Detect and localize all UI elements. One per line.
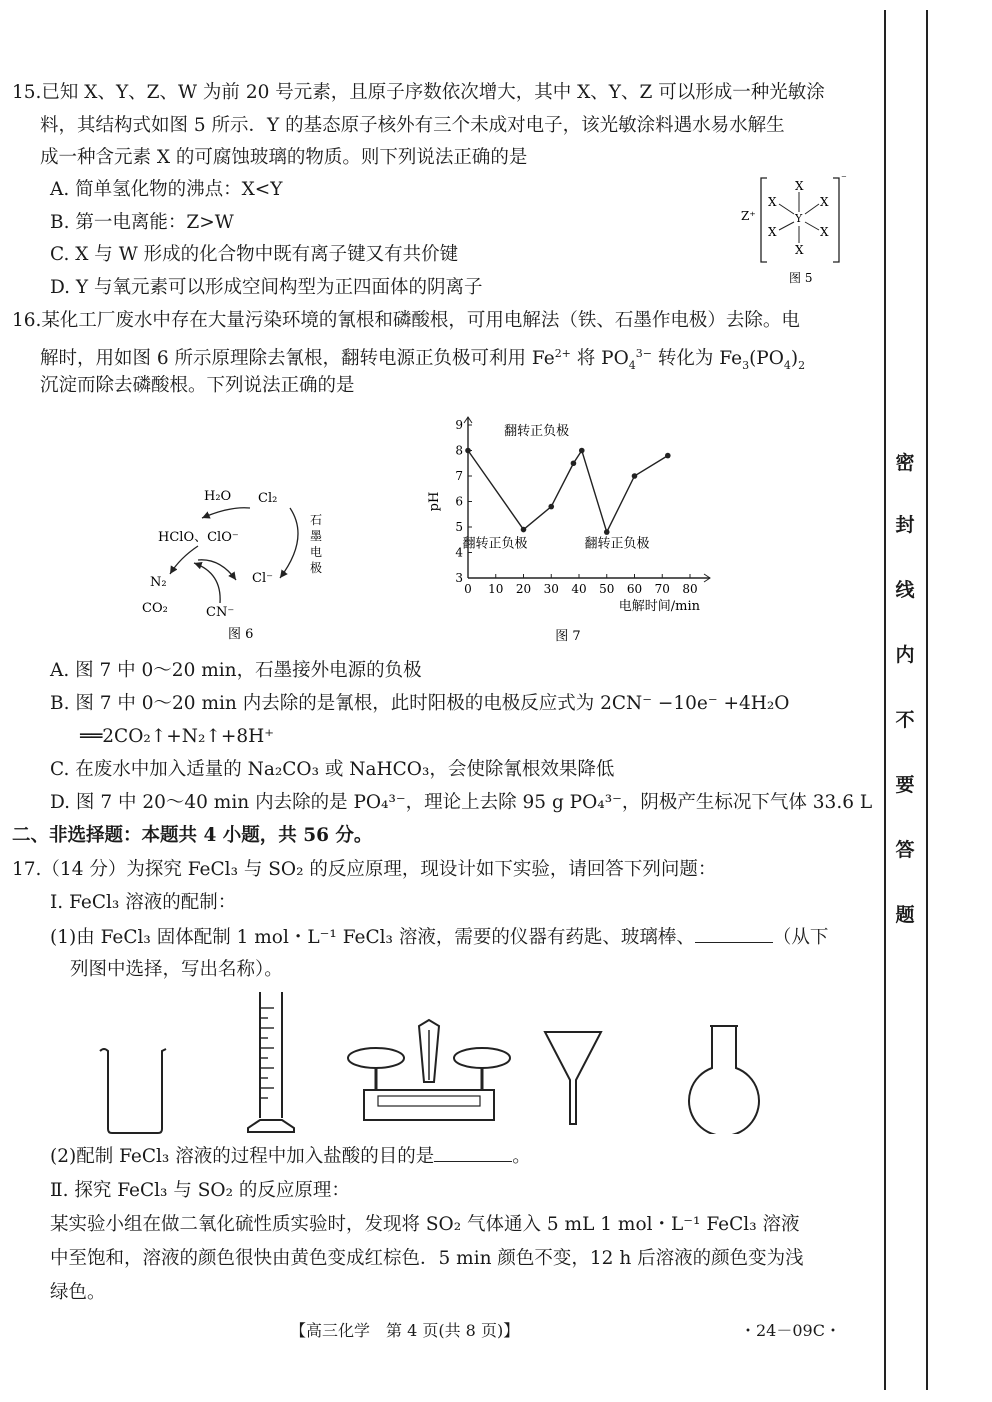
q15-option-b: B. 第一电离能：Z>W	[50, 212, 234, 233]
data-point	[665, 453, 671, 459]
fig5-caption: 图 5	[789, 271, 813, 285]
data-point	[604, 529, 610, 535]
q17-q1-line2: 列图中选择，写出名称）。	[70, 959, 283, 980]
data-point	[579, 448, 585, 454]
q17-q1-line1: (1)由 FeCl₃ 固体配制 1 mol・L⁻¹ FeCl₃ 溶液，需要的仪器有药匙、玻璃棒、 （从下	[50, 924, 828, 951]
svg-text:极: 极	[310, 561, 323, 575]
seal-char: 封	[895, 514, 915, 536]
fig7-caption: 图 7	[555, 629, 581, 644]
fig6-caption: 图 6	[228, 627, 254, 642]
x-tick-label: 20	[515, 582, 532, 596]
svg-text:石: 石	[310, 513, 323, 527]
seal-char: 密	[895, 452, 915, 474]
svg-text:Y: Y	[795, 212, 803, 225]
apparatus-funnel	[542, 1028, 604, 1128]
q17-para-line1: 某实验小组在做二氧化硫性质实验时，发现将 SO₂ 气体通入 5 mL 1 mol・L⁻¹ FeCl₃ 溶液	[50, 1214, 800, 1235]
annotation-flip-right: 翻转正负极	[584, 536, 650, 552]
apparatus-graduated-cylinder	[244, 988, 296, 1138]
q17-q2: (2)配制 FeCl₃ 溶液的过程中加入盐酸的目的是 。	[50, 1143, 531, 1170]
seal-char: 题	[895, 904, 915, 926]
apparatus-round-flask	[684, 1022, 764, 1134]
svg-text:⁻: ⁻	[841, 172, 847, 185]
q15-line1: 15.已知 X、Y、Z、W 为前 20 号元素，且原子序数依次增大，其中 X、Y、Z 可以形成一种光敏涂	[12, 82, 825, 103]
y-tick-label: 5	[455, 520, 463, 534]
fig5-cation: Z⁺	[741, 209, 756, 223]
figure-5	[735, 170, 855, 290]
x-tick-label: 40	[571, 582, 587, 596]
y-tick-label: 3	[455, 571, 463, 585]
svg-text:X: X	[820, 225, 829, 239]
annotation-flip-left: 翻转正负极	[462, 536, 528, 552]
x-tick-label: 50	[599, 582, 615, 596]
y-tick-label: 6	[455, 494, 463, 509]
q15-line3: 成一种含元素 X 的可腐蚀玻璃的物质。则下列说法正确的是	[40, 147, 528, 168]
apparatus-balance	[344, 1010, 514, 1125]
series-line-ph	[468, 451, 668, 533]
annotation-flip-top: 翻转正负极	[504, 424, 570, 440]
x-tick-label: 10	[488, 582, 504, 596]
y-axis-label: pH	[427, 491, 442, 512]
fig6-hclo: HClO、ClO⁻	[158, 530, 239, 545]
x-axis-label: 电解时间/min	[618, 599, 700, 614]
svg-text:X: X	[768, 225, 777, 239]
x-tick-label: 0	[464, 582, 472, 596]
fig6-cl2: Cl₂	[258, 491, 278, 506]
q17-q2-answer-blank[interactable]	[434, 1143, 512, 1162]
q16-option-c: C. 在废水中加入适量的 Na₂CO₃ 或 NaHCO₃，会使除氰根效果降低	[50, 759, 615, 780]
q17-para-line2: 中至饱和，溶液的颜色很快由黄色变成红棕色．5 min 颜色不变，12 h 后溶液的颜色变为浅	[50, 1248, 804, 1269]
svg-text:X: X	[768, 195, 777, 209]
apparatus-beaker	[96, 1045, 172, 1135]
x-tick-label: 30	[543, 582, 559, 596]
figure-6	[140, 478, 340, 643]
footer-code: ・24－09C・	[740, 1321, 841, 1340]
svg-text:墨: 墨	[310, 529, 323, 543]
q16-line1: 16.某化工厂废水中存在大量污染环境的氰根和磷酸根，可用电解法（铁、石墨作电极）去除。电	[12, 310, 800, 331]
q16-line2: 解时，用如图 6 所示原理除去氰根，翻转电源正负极可利用 $Fe^{2+}$ 将 $PO_4^{3-}$ 转化为 $Fe_3(PO_4)_2$	[40, 347, 806, 372]
y-tick-label: 4	[455, 545, 463, 560]
q17-line1: 17.（14 分）为探究 FeCl₃ 与 SO₂ 的反应原理，现设计如下实验，请回答下列问题：	[12, 859, 717, 880]
data-point	[521, 527, 527, 533]
q15-option-a: A. 简单氢化物的沸点：X<Y	[50, 179, 283, 200]
fig6-cn: CN⁻	[206, 605, 235, 620]
q17-part2: Ⅱ. 探究 FeCl₃ 与 SO₂ 的反应原理：	[50, 1180, 350, 1201]
fig6-n2: N₂	[150, 575, 167, 590]
q16-line3: 沉淀而除去磷酸根。下列说法正确的是	[40, 375, 355, 396]
x-tick-label: 60	[626, 582, 643, 596]
seal-line-left	[884, 10, 886, 1390]
q17-q1-answer-blank[interactable]	[695, 924, 773, 943]
x-tick-label: 80	[682, 582, 698, 596]
svg-text:X: X	[795, 179, 804, 193]
q16-option-d: D. 图 7 中 20～40 min 内去除的是 PO₄³⁻，理论上去除 95 g PO₄³⁻，阴极产生标况下气体 33.6 L	[50, 792, 873, 813]
q17-part1: Ⅰ. FeCl₃ 溶液的配制：	[50, 892, 237, 913]
section-2-heading: 二、非选择题：本题共 4 小题，共 56 分。	[12, 825, 373, 846]
seal-char: 要	[895, 774, 915, 796]
y-tick-label: 9	[455, 418, 463, 432]
footer-page-info: 【高三化学 第 4 页(共 8 页)】	[290, 1321, 520, 1340]
svg-text:X: X	[795, 243, 804, 257]
data-point	[548, 504, 554, 510]
seal-char: 不	[895, 709, 915, 731]
figure-7-chart	[420, 410, 720, 645]
data-point	[571, 460, 577, 466]
q16-option-b-line1: B. 图 7 中 0～20 min 内去除的是氰根，此时阳极的电极反应式为 2CN⁻ −10e⁻ +4H₂O	[50, 693, 790, 714]
q17-para-line3: 绿色。	[50, 1282, 106, 1303]
fig6-co2: CO₂	[142, 601, 168, 616]
q16-option-b-line2: ══2CO₂↑+N₂↑+8H⁺	[80, 726, 275, 747]
data-point	[632, 473, 638, 479]
data-point	[465, 448, 471, 454]
seal-char: 线	[895, 579, 915, 601]
fig6-cl: Cl⁻	[252, 571, 273, 586]
svg-text:电: 电	[310, 545, 323, 559]
y-tick-label: 8	[455, 443, 463, 458]
x-tick-label: 70	[654, 582, 670, 596]
q15-option-c: C. X 与 W 形成的化合物中既有离子键又有共价键	[50, 244, 459, 265]
q15-line2: 料，其结构式如图 5 所示．Y 的基态原子核外有三个未成对电子，该光敏涂料遇水易水解生	[40, 115, 785, 136]
seal-char: 内	[895, 644, 915, 666]
fig6-h2o: H₂O	[204, 489, 232, 504]
seal-line-right	[926, 10, 928, 1390]
y-tick-label: 7	[455, 469, 463, 483]
svg-text:X: X	[820, 195, 829, 209]
seal-char: 答	[895, 839, 915, 861]
q16-option-a: A. 图 7 中 0～20 min，石墨接外电源的负极	[50, 660, 422, 681]
q15-option-d: D. Y 与氧元素可以形成空间构型为正四面体的阴离子	[50, 277, 483, 298]
